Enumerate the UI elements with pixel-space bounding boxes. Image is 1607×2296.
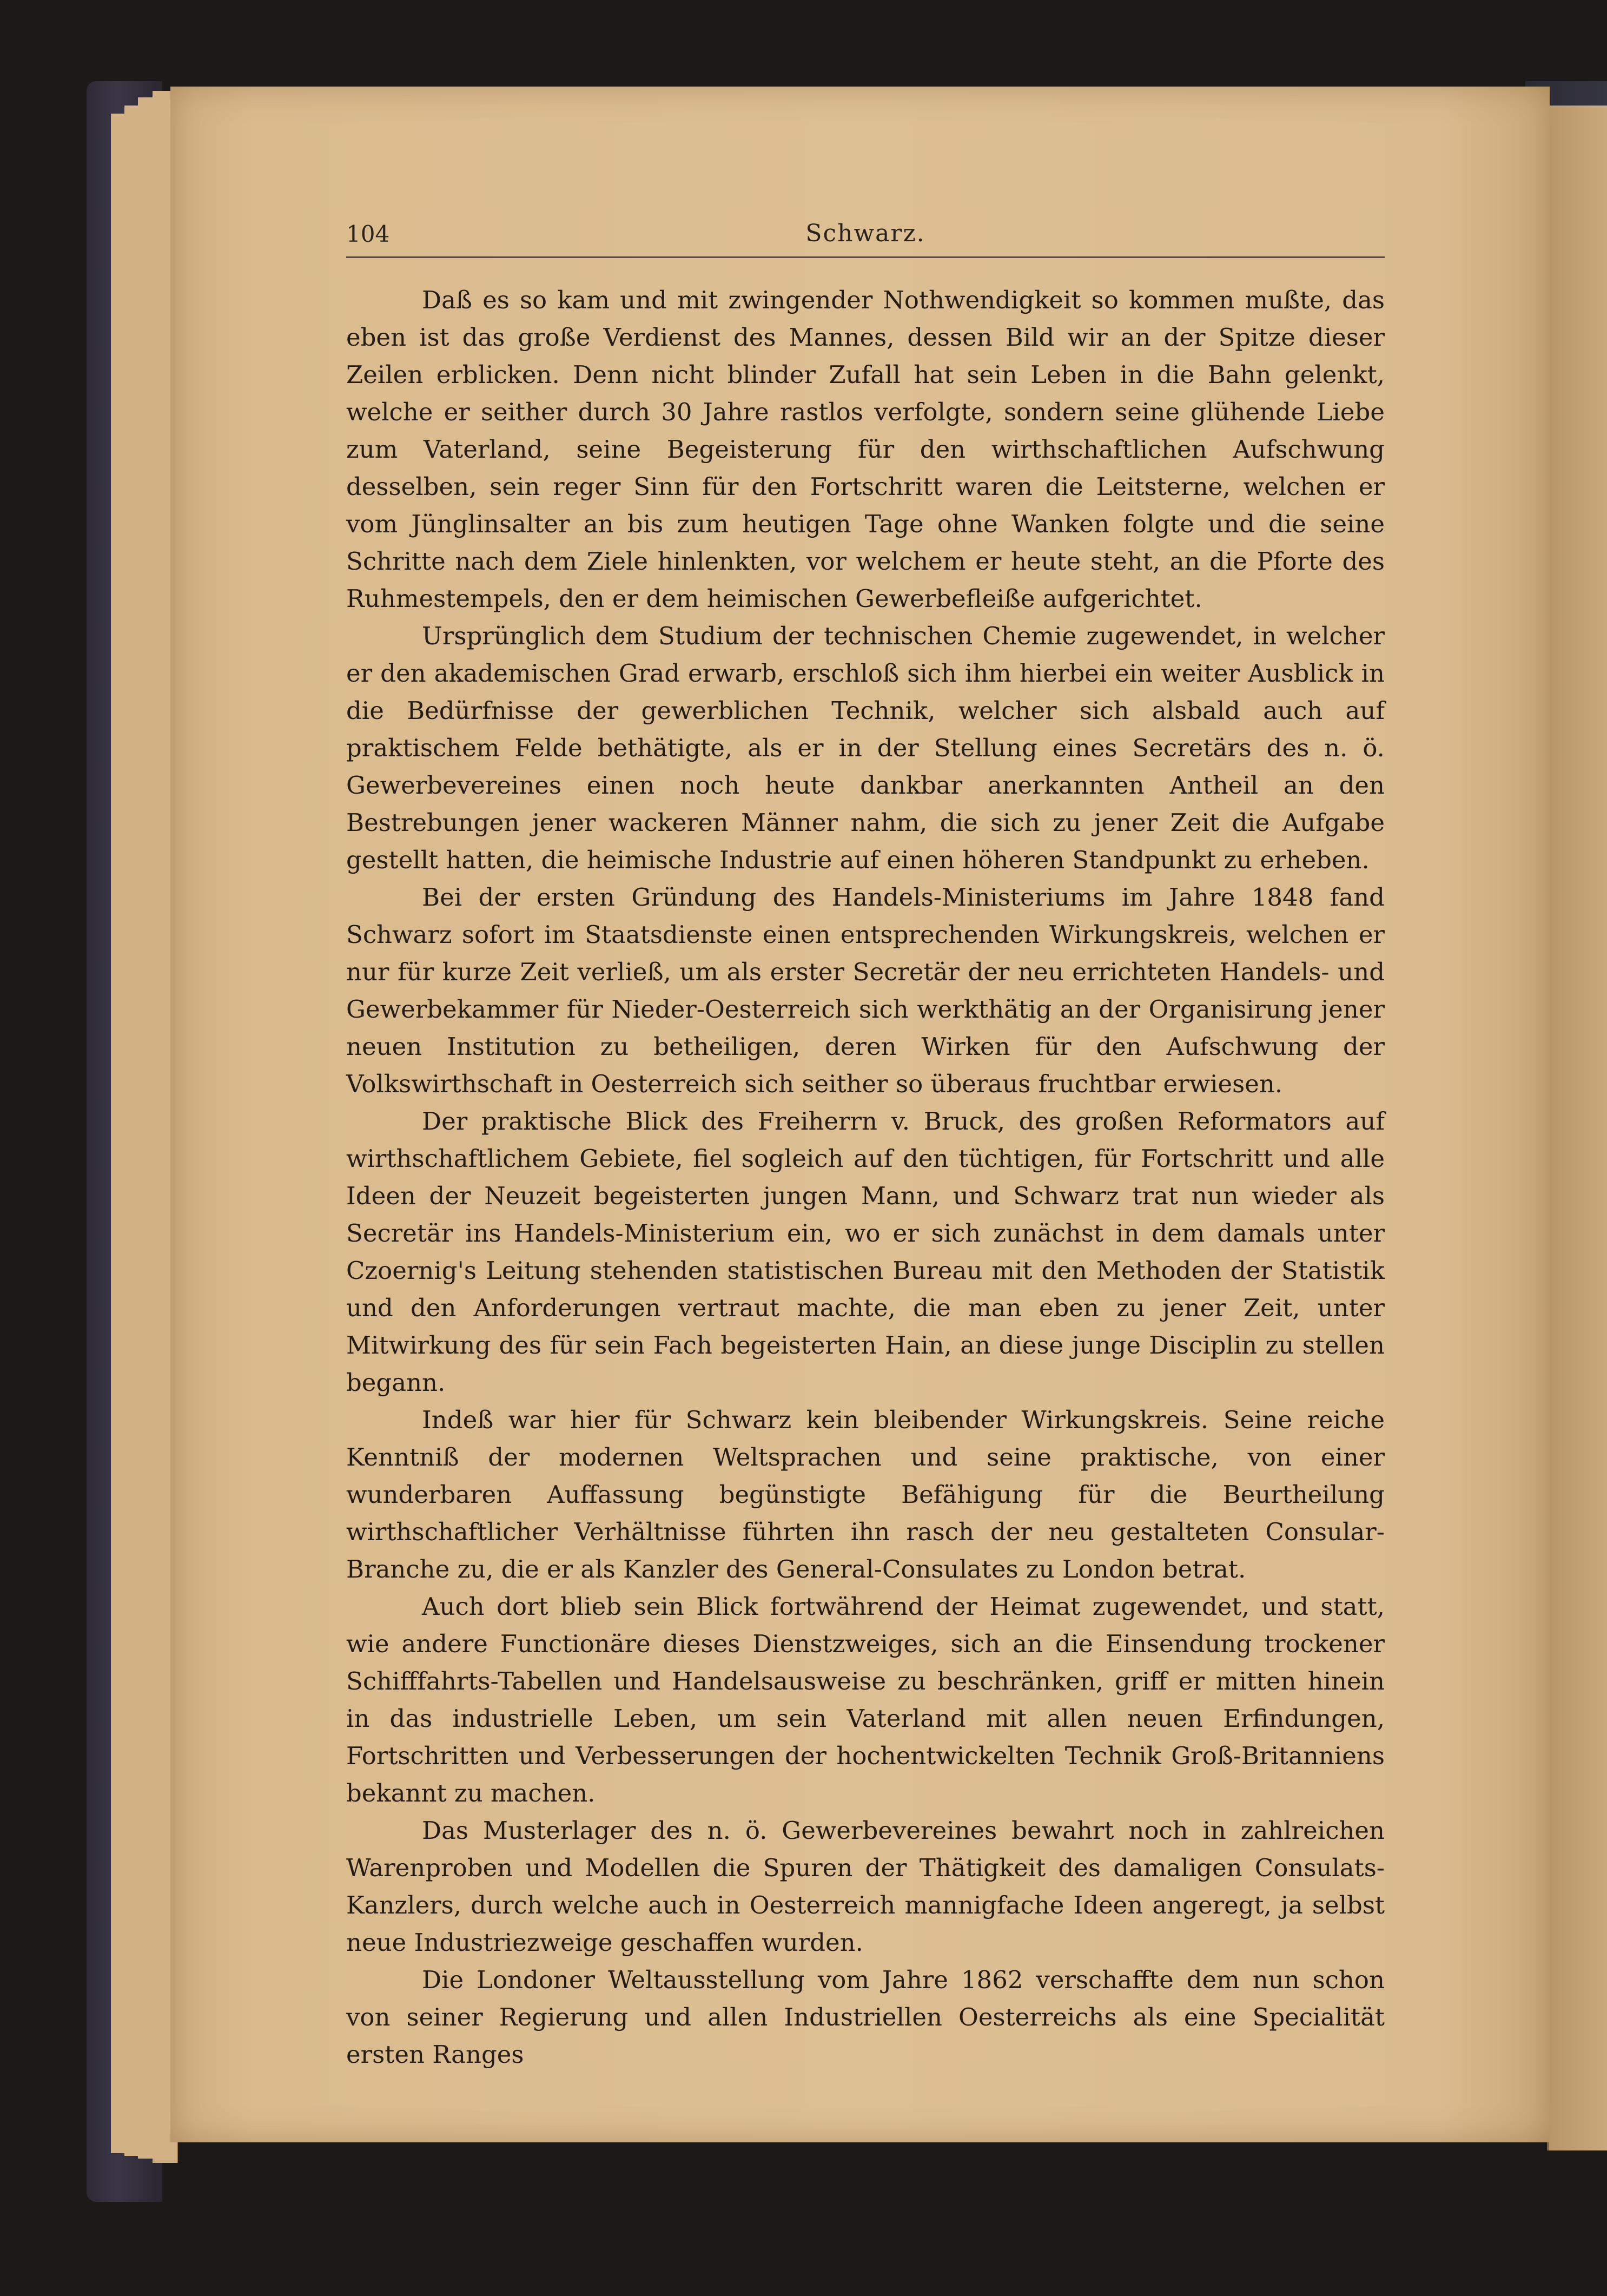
paragraph: Indeß war hier für Schwarz kein bleibender Wirkungskreis. Seine reiche Kenntniß der modernen Weltsprachen und seine praktische, von einer wunderbaren Auffassung begünstigte Befähigung für die Beurtheilung wirthschaftlicher Verhältnisse führten ihn rasch der neu gestalteten Consular-Branche zu, die er als Kanzler des General-Consulates zu London betrat. — [346, 1406, 1385, 1584]
paragraph: Auch dort blieb sein Blick fortwährend der Heimat zugewendet, und statt, wie andere Functionäre dieses Dienstzweiges, sich an die Einsendung trockener Schifffahrts-Tabellen und Handelsausweise zu beschränken, griff er mitten hinein in das industrielle Leben, um sein Vaterland mit allen neuen Erfindungen, Fortschritten und Verbesserungen der hochentwickelten Technik Groß-Britanniens bekannt zu machen. — [346, 1592, 1385, 1807]
paragraph: Bei der ersten Gründung des Handels-Ministeriums im Jahre 1848 fand Schwarz sofort im Staatsdienste einen entsprechenden Wirkungskreis, welchen er nur für kurze Zeit verließ, um als erster Secretär der neu errichteten Handels- und Gewerbekammer für Nieder-Oesterreich sich werkthätig an der Organisirung jener neuen Institution zu betheiligen, deren Wirken für den Aufschwung der Volkswirthschaft in Oesterreich sich seither so überaus fruchtbar erwiesen. — [346, 883, 1385, 1098]
paragraph: Der praktische Blick des Freiherrn v. Bruck, des großen Reformators auf wirthschaftlichem Gebiete, fiel sogleich auf den tüchtigen, für Fortschritt und alle Ideen der Neuzeit begeisterten jungen Mann, und Schwarz trat nun wieder als Secretär ins Handels-Ministerium ein, wo er sich zunächst in dem damals unter Czoernig's Leitung stehenden statistischen Bureau mit den Methoden der Statistik und den Anforderungen vertraut machte, die man eben zu jener Zeit, unter Mitwirkung des für sein Fach begeisterten Hain, an diese junge Disciplin zu stellen begann. — [346, 1107, 1385, 1397]
paragraph: Daß es so kam und mit zwingender Nothwendigkeit so kommen mußte, das eben ist das große Verdienst des Mannes, dessen Bild wir an der Spitze dieser Zeilen erblicken. Denn nicht blinder Zufall hat sein Leben in die Bahn gelenkt, welche er seither durch 30 Jahre rastlos verfolgte, sondern seine glühende Liebe zum Vaterland, seine Begeisterung für den wirthschaftlichen Aufschwung desselben, sein reger Sinn für den Fortschritt waren die Leitsterne, welchen er vom Jünglinsalter an bis zum heutigen Tage ohne Wanken folgte und die seine Schritte nach dem Ziele hinlenkten, vor welchem er heute steht, an die Pforte des Ruhmestempels, den er dem heimischen Gewerbefleiße aufgerichtet. — [346, 286, 1385, 613]
body-text — [346, 281, 1385, 2073]
paragraph: Ursprünglich dem Studium der technischen Chemie zugewendet, in welcher er den akademischen Grad erwarb, erschloß sich ihm hierbei ein weiter Ausblick in die Bedürfnisse der gewerblichen Technik, welcher sich alsbald auch auf praktischem Felde bethätigte, als er in der Stellung eines Secretärs des n. ö. Gewerbevereines einen noch heute dankbar anerkannten Antheil an den Bestrebungen jener wackeren Männer nahm, die sich zu jener Zeit die Aufgabe gestellt hatten, die heimische Industrie auf einen höheren Standpunkt zu erheben. — [346, 622, 1385, 874]
page-header — [346, 216, 1385, 258]
running-title: Schwarz. — [805, 220, 925, 247]
adjacent-page-edge — [1547, 105, 1607, 2150]
paragraph: Die Londoner Weltausstellung vom Jahre 1862 verschaffte dem nun schon von seiner Regierung und allen Industriellen Oesterreichs als eine Specialität ersten Ranges — [346, 1965, 1385, 2069]
page-number: 104 — [346, 221, 390, 247]
paragraph: Das Musterlager des n. ö. Gewerbevereines bewahrt noch in zahlreichen Warenproben und Modellen die Spuren der Thätigkeit des damaligen Consulats-Kanzlers, durch welche auch in Oesterreich mannigfache Ideen angeregt, ja selbst neue Industriezweige geschaffen wurden. — [346, 1816, 1385, 1957]
